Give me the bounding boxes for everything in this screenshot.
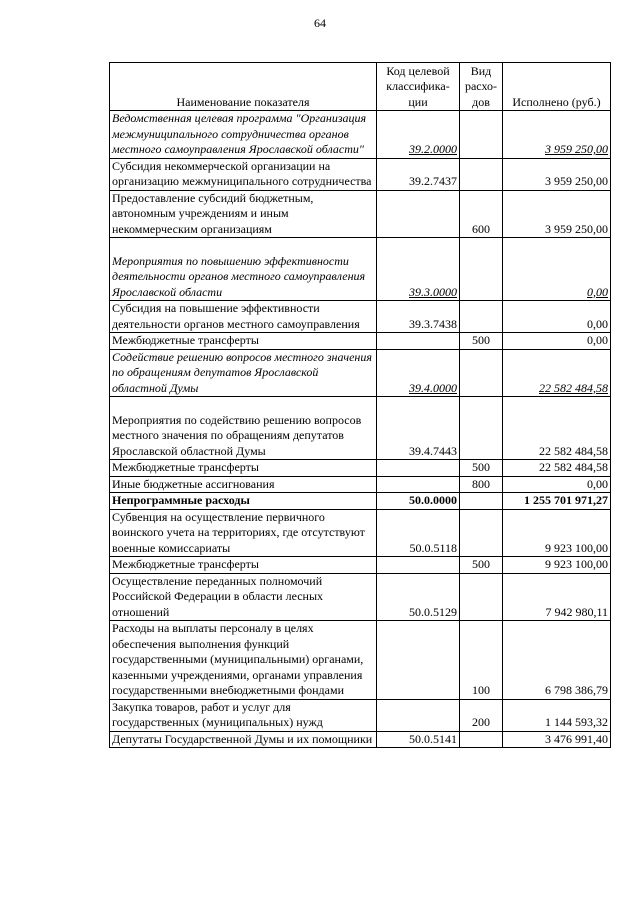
row-code: 39.2.7437 <box>377 158 460 190</box>
row-type <box>460 301 503 333</box>
table-row <box>110 509 611 557</box>
row-name: Субсидия на повышение эффективности деятельности органов местного самоуправления <box>110 301 377 333</box>
row-name: Непрограммные расходы <box>110 493 377 510</box>
row-type: 500 <box>460 333 503 350</box>
row-code: 39.3.7438 <box>377 301 460 333</box>
row-type <box>460 349 503 397</box>
table-row <box>110 190 611 238</box>
budget-table <box>109 62 611 748</box>
row-name <box>110 397 377 460</box>
row-amount: 6 798 386,79 <box>503 621 611 700</box>
row-code <box>377 557 460 574</box>
row-amount: 22 582 484,58 <box>503 460 611 477</box>
row-code: 50.0.0000 <box>377 493 460 510</box>
row-code: 39.4.0000 <box>377 349 460 397</box>
table-row <box>110 111 611 159</box>
table-row <box>110 476 611 493</box>
row-code <box>377 476 460 493</box>
row-type <box>460 397 503 460</box>
row-name: Межбюджетные трансферты <box>110 333 377 350</box>
row-code: 39.3.0000 <box>377 238 460 301</box>
row-name: Межбюджетные трансферты <box>110 460 377 477</box>
row-code: 39.2.0000 <box>377 111 460 159</box>
row-type <box>460 573 503 621</box>
column-header-type: Вид расхо-дов <box>460 63 503 111</box>
row-name-text: Мероприятия по повышению эффективности деятельности органов местного самоуправления Ярославской области <box>112 253 366 299</box>
row-name: Субсидия некоммерческой организации на организацию межмуниципального сотрудничества <box>110 158 377 190</box>
row-amount: 3 476 991,40 <box>503 731 611 748</box>
row-amount: 9 923 100,00 <box>503 509 611 557</box>
row-name: Депутаты Государственной Думы и их помощники <box>110 731 377 748</box>
row-type: 600 <box>460 190 503 238</box>
row-name: Ведомственная целевая программа "Организация межмуниципального сотрудничества органов местного самоуправления Ярославской области" <box>110 111 377 159</box>
row-amount: 3 959 250,00 <box>503 190 611 238</box>
table-row <box>110 731 611 748</box>
row-name: Предоставление субсидий бюджетным, автономным учреждениям и иным некоммерческим организациям <box>110 190 377 238</box>
row-code: 50.0.5118 <box>377 509 460 557</box>
table-row <box>110 621 611 700</box>
table-row <box>110 573 611 621</box>
row-code <box>377 621 460 700</box>
row-type <box>460 158 503 190</box>
row-name: Расходы на выплаты персоналу в целях обеспечения выполнения функций государственными (муниципальными) органами, казенными учреждениями, органами управления государственными внебюджетными фондами <box>110 621 377 700</box>
row-name: Содействие решению вопросов местного значения по обращениям депутатов Ярославской областной Думы <box>110 349 377 397</box>
row-name: Межбюджетные трансферты <box>110 557 377 574</box>
row-type <box>460 493 503 510</box>
row-amount: 7 942 980,11 <box>503 573 611 621</box>
table-row <box>110 301 611 333</box>
row-type <box>460 509 503 557</box>
row-code <box>377 190 460 238</box>
column-header-name: Наименование показателя <box>110 63 377 111</box>
table-row <box>110 349 611 397</box>
table-row <box>110 699 611 731</box>
table-row <box>110 460 611 477</box>
row-type <box>460 111 503 159</box>
row-amount: 3 959 250,00 <box>503 158 611 190</box>
row-amount: 0,00 <box>503 476 611 493</box>
table-row <box>110 397 611 460</box>
row-name-text: Мероприятия по содействию решению вопросов местного значения по обращениям депутатов Ярославской областной Думы <box>112 412 362 458</box>
row-name: Иные бюджетные ассигнования <box>110 476 377 493</box>
table-row <box>110 557 611 574</box>
row-name: Субвенция на осуществление первичного воинского учета на территориях, где отсутствуют военные комиссариаты <box>110 509 377 557</box>
row-type: 500 <box>460 460 503 477</box>
row-amount: 0,00 <box>503 301 611 333</box>
row-type: 100 <box>460 621 503 700</box>
column-header-amount: Исполнено (руб.) <box>503 63 611 111</box>
row-name: Закупка товаров, работ и услуг для государственных (муниципальных) нужд <box>110 699 377 731</box>
row-amount: 3 959 250,00 <box>503 111 611 159</box>
row-amount: 0,00 <box>503 333 611 350</box>
column-header-code: Код целевой классифика-ции <box>377 63 460 111</box>
row-code: 50.0.5129 <box>377 573 460 621</box>
row-amount: 0,00 <box>503 238 611 301</box>
row-amount: 22 582 484,58 <box>503 397 611 460</box>
row-type: 800 <box>460 476 503 493</box>
page-number: 64 <box>314 16 326 30</box>
row-type <box>460 731 503 748</box>
row-amount: 1 144 593,32 <box>503 699 611 731</box>
row-name: Осуществление переданных полномочий Российской Федерации в области лесных отношений <box>110 573 377 621</box>
table-row <box>110 493 611 510</box>
row-type: 200 <box>460 699 503 731</box>
table-row <box>110 158 611 190</box>
table-header-row <box>110 63 611 111</box>
row-type <box>460 238 503 301</box>
row-amount: 9 923 100,00 <box>503 557 611 574</box>
row-code: 39.4.7443 <box>377 397 460 460</box>
table-row <box>110 238 611 301</box>
table-row <box>110 333 611 350</box>
row-code: 50.0.5141 <box>377 731 460 748</box>
row-type: 500 <box>460 557 503 574</box>
row-name <box>110 238 377 301</box>
row-amount: 1 255 701 971,27 <box>503 493 611 510</box>
row-code <box>377 699 460 731</box>
row-code <box>377 460 460 477</box>
row-code <box>377 333 460 350</box>
row-amount: 22 582 484,58 <box>503 349 611 397</box>
